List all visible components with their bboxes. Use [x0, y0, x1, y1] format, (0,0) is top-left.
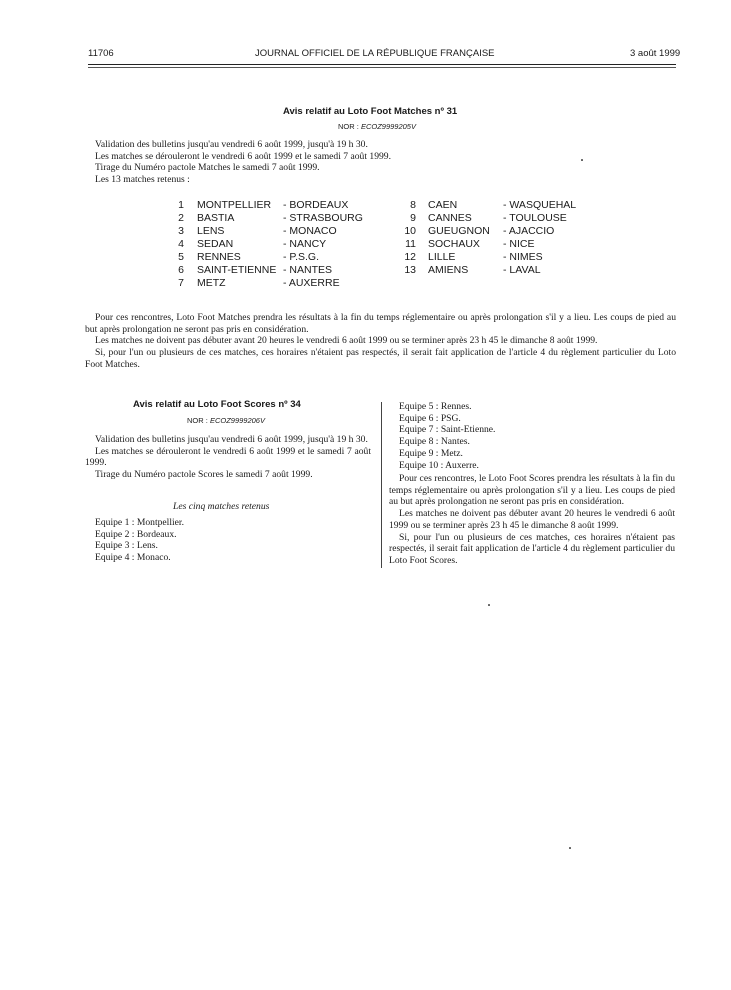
match-number: 9: [410, 212, 416, 224]
notice2-subheading: Les cinq matches retenus: [173, 501, 270, 512]
notice1-nor: [338, 122, 416, 131]
away-team: - NICE: [503, 238, 535, 250]
match-number: 1: [178, 199, 184, 211]
intro-line: Tirage du Numéro pactole Matches le samedi 7 août 1999.: [95, 162, 320, 174]
team-entry: Equipe 3 : Lens.: [95, 540, 158, 552]
nor-code: ECOZ9999206V: [209, 416, 265, 425]
match-row: [395, 199, 595, 212]
intro-line: Les 13 matches retenus :: [95, 174, 190, 186]
team-entry: Equipe 1 : Montpellier.: [95, 517, 184, 528]
home-team: BASTIA: [197, 212, 235, 224]
rule-paragraph: Si, pour l'un ou plusieurs de ces matches, ces horaires n'étaient pas respectés, il serait fait application de l'article 4 du règlement particulier du Loto Foot Matches.: [85, 347, 676, 370]
match-number: 3: [178, 225, 184, 237]
match-number: 11: [405, 238, 416, 250]
home-team: AMIENS: [428, 264, 469, 276]
match-row: [395, 238, 595, 251]
match-number: 8: [410, 199, 416, 211]
team-entry: Equipe 4 : Monaco.: [95, 552, 171, 564]
team-entry: Equipe 6 : PSG.: [399, 412, 461, 424]
away-team: - MONACO: [283, 225, 337, 237]
header-rule-thin: [88, 67, 676, 68]
away-team: - NANTES: [283, 264, 333, 276]
notice2-intro: [85, 434, 371, 481]
rule-paragraph: Les matches ne doivent pas débuter avant 20 heures le vendredi 6 août 1999 ou se terminer après 23 h 45 le dimanche 8 août 1999.: [389, 508, 675, 531]
away-team: - LAVAL: [503, 264, 541, 276]
match-number: 13: [404, 264, 416, 276]
scan-speck: [581, 159, 583, 161]
home-team: SEDAN: [197, 238, 234, 250]
issue-date: 3 août 1999: [630, 48, 681, 59]
match-number: 5: [178, 251, 184, 263]
rule-paragraph: Pour ces rencontres, Loto Foot Matches prendra les résultats à la fin du temps réglementaire ou après prolongation s'il y a lieu. Les coups de pied au but après prolongation ne seront pas pris en considération.: [85, 312, 676, 335]
scan-speck: [569, 847, 571, 849]
home-team: LENS: [197, 225, 225, 237]
intro-line: Validation des bulletins jusqu'au vendredi 6 août 1999, jusqu'à 19 h 30.: [95, 139, 368, 150]
team-entry: Equipe 2 : Bordeaux.: [95, 528, 177, 540]
team-entry: Equipe 5 : Rennes.: [399, 401, 472, 412]
home-team: SOCHAUX: [428, 238, 480, 250]
notice1-title: Avis relatif au Loto Foot Matches nº 31: [283, 106, 458, 117]
match-row: [395, 225, 595, 238]
scan-speck: [488, 604, 490, 606]
notice2-nor: [187, 416, 265, 425]
match-row: [160, 264, 380, 277]
away-team: - WASQUEHAL: [503, 199, 577, 211]
notice2-rules: [389, 473, 675, 567]
away-team: - P.S.G.: [283, 251, 319, 263]
match-row: [395, 212, 595, 225]
match-number: 10: [404, 225, 416, 237]
team-entry: Equipe 10 : Auxerre.: [399, 459, 479, 471]
rule-paragraph: Les matches ne doivent pas débuter avant 20 heures le vendredi 6 août 1999 ou se terminer après 23 h 45 le dimanche 8 août 1999.: [95, 335, 598, 347]
home-team: RENNES: [197, 251, 241, 263]
rule-paragraph: Pour ces rencontres, le Loto Foot Scores prendra les résultats à la fin du temps réglementaire ou après prolongation s'il y a lieu. Les coups de pied au but après prolongation ne seront pas pris en considération.: [389, 473, 675, 508]
matches-table-left: [160, 199, 380, 290]
home-team: GUEUGNON: [428, 225, 490, 237]
home-team: CANNES: [428, 212, 472, 224]
intro-line: Les matches se dérouleront le vendredi 6 août 1999 et le samedi 7 août 1999.: [95, 150, 391, 162]
away-team: - NIMES: [503, 251, 543, 263]
match-row: [395, 264, 595, 277]
match-row: [160, 238, 380, 251]
match-row: [395, 251, 595, 264]
intro-paragraph: Les matches se dérouleront le vendredi 6 août 1999 et le samedi 7 août 1999.: [85, 445, 371, 469]
teams-list-right: [399, 401, 495, 471]
match-number: 2: [178, 212, 184, 224]
header-rule: [88, 64, 676, 65]
page-number: 11706: [88, 48, 114, 59]
match-row: [160, 212, 380, 225]
away-team: - NANCY: [283, 238, 327, 250]
intro-paragraph: Tirage du Numéro pactole Scores le samedi 7 août 1999.: [95, 469, 313, 481]
away-team: - AUXERRE: [283, 277, 340, 289]
home-team: SAINT-ETIENNE: [197, 264, 277, 276]
match-number: 6: [178, 264, 184, 276]
notice2-title: Avis relatif au Loto Foot Scores nº 34: [133, 399, 301, 410]
notice1-rules: [85, 312, 676, 371]
team-entry: Equipe 7 : Saint-Etienne.: [399, 424, 496, 436]
home-team: LILLE: [428, 251, 456, 263]
home-team: METZ: [197, 277, 226, 289]
nor-label: NOR :: [338, 122, 359, 131]
away-team: - AJACCIO: [503, 225, 555, 237]
notice1-intro: [95, 139, 391, 186]
intro-paragraph: Validation des bulletins jusqu'au vendredi 6 août 1999, jusqu'à 19 h 30.: [95, 434, 368, 445]
match-row: [160, 199, 380, 212]
match-row: [160, 225, 380, 238]
nor-code: ECOZ9999205V: [360, 122, 416, 131]
away-team: - TOULOUSE: [503, 212, 567, 224]
match-number: 12: [404, 251, 416, 263]
teams-list-left: [95, 517, 184, 564]
match-row: [160, 277, 380, 290]
team-entry: Equipe 8 : Nantes.: [399, 436, 470, 448]
journal-title: JOURNAL OFFICIEL DE LA RÉPUBLIQUE FRANÇAISE: [255, 48, 495, 59]
away-team: - BORDEAUX: [283, 199, 349, 211]
away-team: - STRASBOURG: [283, 212, 363, 224]
match-row: [160, 251, 380, 264]
match-number: 7: [178, 277, 184, 289]
column-divider: [381, 402, 382, 568]
home-team: MONTPELLIER: [197, 199, 272, 211]
rule-paragraph: Si, pour l'un ou plusieurs de ces matches, ces horaires n'étaient pas respectés, il serait fait application de l'article 4 du règlement particulier du Loto Foot Scores.: [389, 531, 675, 566]
home-team: CAEN: [428, 199, 458, 211]
matches-table-right: [395, 199, 595, 277]
team-entry: Equipe 9 : Metz.: [399, 447, 463, 459]
nor-label: NOR :: [187, 416, 208, 425]
match-number: 4: [178, 238, 184, 250]
